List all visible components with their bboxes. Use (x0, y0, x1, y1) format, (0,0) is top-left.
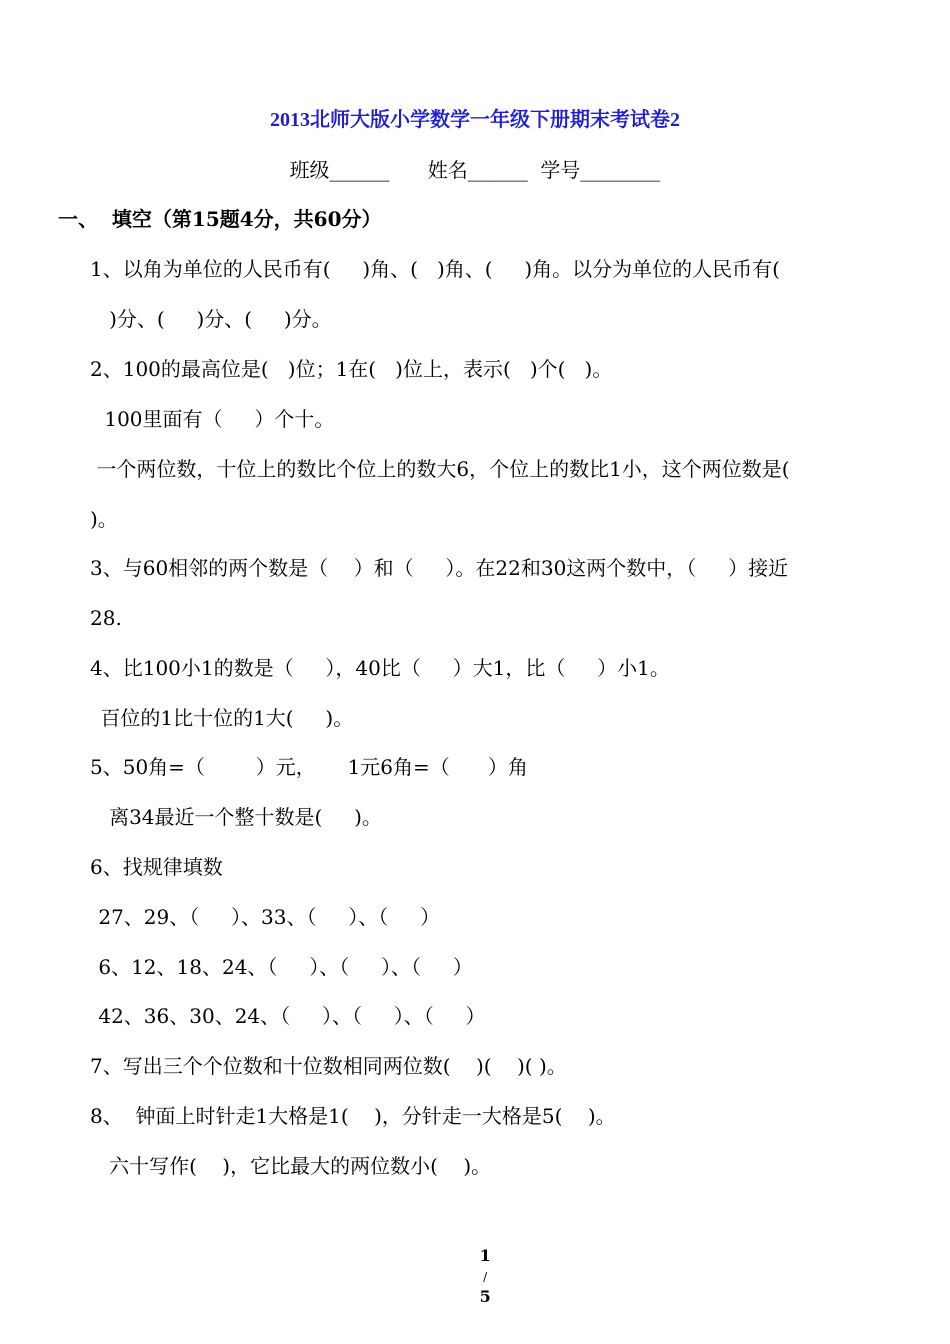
question-6-line-4: 42、36、30、24、（ ）、（ ）、（ ） (92, 1004, 486, 1028)
question-3-line-1: 3、与60相邻的两个数是（ ）和（ ）。在22和30这两个数中，（ ）接近 (90, 556, 789, 580)
question-7-line-1: 7、写出三个个位数和十位数相同两位数( )( )( )。 (90, 1054, 567, 1078)
question-4-line-1: 4、比100小1的数是（ ），40比（ ）大1，比（ ）小1。 (90, 656, 670, 680)
question-3-line-2: 28. (90, 606, 122, 630)
question-1-line-1: 1、以角为单位的人民币有( )角、( )角、( )角。以分为单位的人民币有( (90, 257, 780, 281)
question-2-line-2: 100里面有（ ）个十。 (98, 407, 335, 431)
section-heading: 一、 填空（第15题4分，共60分） (58, 207, 382, 231)
question-2-line-4: )。 (90, 507, 118, 531)
question-5-line-2: 离34最近一个整十数是( )。 (90, 805, 382, 829)
page-total: 5 (479, 1287, 491, 1306)
page-title: 2013北师大版小学数学一年级下册期末考试卷2 (270, 109, 680, 131)
student-info-line: 班级______ 姓名______ 学号________ (289, 158, 661, 182)
question-1-line-2: )分、( )分、( )分。 (90, 307, 332, 331)
page-current: 1 (479, 1246, 491, 1265)
question-8-line-2: 六十写作( )，它比最大的两位数小( )。 (90, 1154, 492, 1178)
question-5-line-1: 5、50角=（ ）元， 1元6角=（ ）角 (90, 755, 528, 779)
question-4-line-2: 百位的1比十位的1大( )。 (94, 706, 354, 730)
question-6-line-3: 6、12、18、24、（ ）、（ ）、（ ） (92, 955, 473, 979)
question-2-line-1: 2、100的最高位是( )位；1在( )位上，表示( )个( )。 (90, 357, 613, 381)
page-number (0, 1226, 950, 1327)
page-separator: / (483, 1270, 488, 1284)
question-6-line-1: 6、找规律填数 (90, 855, 223, 879)
question-2-line-3: 一个两位数，十位上的数比个位上的数大6，个位上的数比1小，这个两位数是( (90, 457, 790, 481)
question-8-line-1: 8、 钟面上时针走1大格是1( )，分针走一大格是5( )。 (90, 1104, 616, 1128)
question-6-line-2: 27、29、（ ）、33、（ ）、（ ） (92, 905, 441, 929)
